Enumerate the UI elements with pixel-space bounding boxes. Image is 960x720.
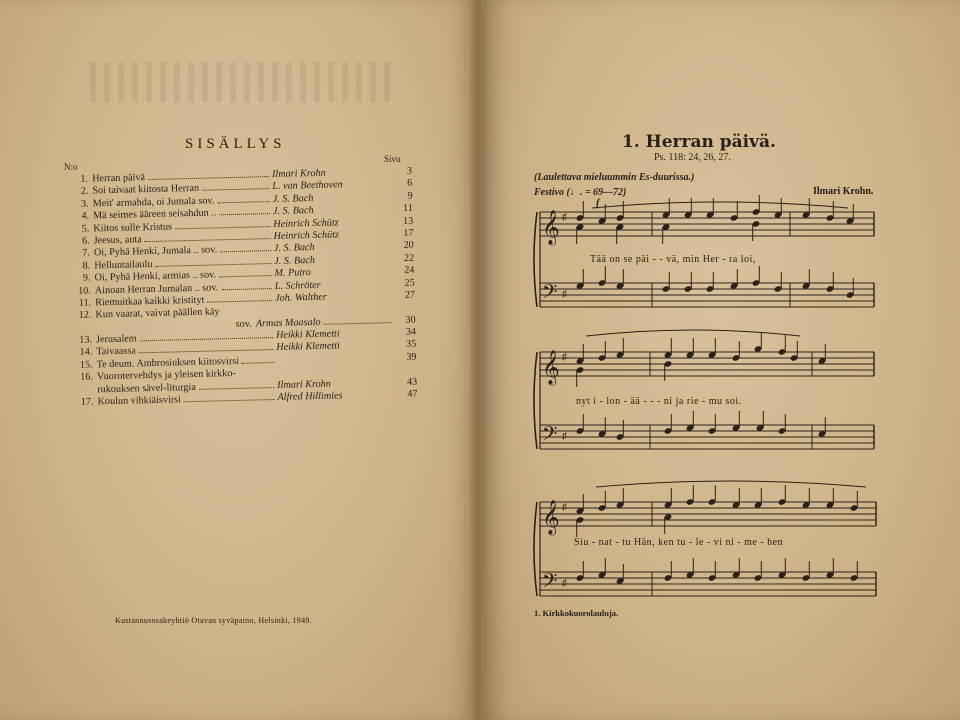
toc-entry-title: Koulun vihkiäisvirsi	[97, 394, 182, 408]
toc-entry-composer: J. S. Bach	[272, 205, 314, 218]
toc-entry-number: 13.	[79, 334, 93, 346]
toc-entry-page: 35	[405, 339, 417, 351]
lyrics-line-3: Siu - nat - tu Hän, ken tu - le - vi ni - me - hen	[574, 537, 784, 548]
toc-entry-page: 13	[402, 215, 414, 227]
key-signature: ♯	[562, 289, 567, 300]
lyrics-line-1: Tää on se päi - - vä, min Her - ra loi,	[590, 254, 756, 265]
bass-clef: 𝄢	[542, 569, 558, 597]
toc-entry-page: 30	[405, 314, 416, 326]
leader-dots	[221, 288, 271, 290]
toc-entry-composer: Ilmari Krohn	[277, 378, 332, 391]
toc-entry-title: Jeesus, auta	[93, 234, 142, 247]
treble-clef: 𝄞	[542, 210, 560, 245]
toc-entry-page: 24	[404, 264, 415, 276]
key-signature: ♯	[562, 431, 567, 442]
toc-entry-composer: Heikki Klemetti	[275, 328, 340, 342]
toc-entry-title: Jerusalem	[95, 333, 137, 346]
toc-entry-number: 2.	[80, 185, 89, 198]
toc-entry-title: Meit' armahda, oi Jumala sov.	[92, 195, 215, 210]
dynamic-marking: f	[596, 198, 600, 209]
toc-entry-title: Vuorotervehdys ja yleisen kirkko-	[96, 368, 236, 383]
toc-entry-page: 43	[406, 376, 418, 388]
toc-entry-composer	[277, 360, 395, 363]
leader-dots	[219, 275, 271, 277]
leader-dots	[202, 188, 269, 191]
leader-dots	[199, 387, 274, 390]
toc-entry-title: rukouksen sävel-liturgia	[97, 381, 196, 395]
toc-entry-title: Riemuitkaa kaikki kristityt	[95, 294, 205, 309]
leader-dots	[148, 176, 269, 180]
toc-entry-title: Kiitos sulle Kristus	[93, 221, 173, 234]
toc-entry-composer: Joh. Walther	[274, 291, 327, 304]
toc-entry-title: Mä seimes ääreen seisahdun ..	[92, 207, 217, 222]
toc-entry-number: 7.	[82, 247, 91, 260]
toc-entry-number: 1.	[80, 173, 89, 185]
toc-entry-page: 22	[403, 252, 415, 264]
toc-entry-composer: Armas Maasalo	[255, 316, 321, 330]
toc-entry-composer: L. Schröter	[274, 279, 321, 292]
toc-header-number: N:o	[64, 162, 78, 172]
toc-entry-number: 8.	[82, 260, 91, 272]
toc-entry-page: 20	[403, 239, 414, 252]
toc-entry-prefix: sov.	[235, 318, 252, 330]
toc-entry-page: 27	[404, 289, 416, 301]
key-note: (Laulettava mieluummin Es-duurissa.)	[534, 172, 695, 183]
toc-entry-number: 5.	[81, 223, 90, 235]
toc-entry-page: 39	[406, 351, 417, 363]
leader-dots	[324, 322, 391, 325]
toc-entry-page: 3	[406, 165, 413, 177]
toc-entry-number: 11.	[78, 297, 92, 309]
toc-entry-number: 15.	[79, 359, 93, 371]
toc-entry-composer: J. S. Bach	[274, 254, 316, 267]
leader-dots	[242, 362, 274, 364]
toc-entry-composer: Ilmari Krohn	[271, 167, 326, 181]
key-signature: ♯	[562, 352, 567, 363]
treble-clef: 𝄞	[542, 500, 560, 535]
toc-entry-title: Taivaassa	[96, 345, 136, 358]
tempo-marking: Festivo (♩. = 69—72)	[534, 187, 627, 198]
toc-entry-composer: Heinrich Schütz	[273, 229, 340, 242]
toc-entry-number: 6.	[81, 235, 90, 247]
toc-entry-number: 9.	[82, 272, 91, 284]
toc-entry-number: 3.	[80, 198, 89, 210]
leader-dots	[219, 213, 270, 215]
toc-entry-page: 34	[405, 326, 417, 338]
key-signature: ♯	[562, 502, 567, 513]
toc-entry-number: 12.	[78, 309, 92, 322]
toc-entry-title: Ainoan Herran Jumalan .. sov.	[94, 281, 219, 296]
toc-entry-number	[73, 392, 97, 393]
toc-entry-composer: J. S. Bach	[272, 192, 314, 205]
toc-entry-number: 16.	[80, 371, 94, 384]
toc-entry-composer: Heinrich Schütz	[273, 216, 339, 230]
toc-entry-composer: Heikki Klemetti	[276, 340, 341, 354]
key-signature: ♯	[562, 212, 567, 223]
toc-entry-number: 14.	[79, 346, 93, 359]
toc-entry-composer: L. van Beethoven	[272, 179, 343, 193]
lyrics-line-2: nyt i - lon - ää - - - ni ja rie - mu soi.	[576, 396, 742, 407]
toc-entry-number: 4.	[81, 210, 90, 222]
psalm-reference: Ps. 118: 24, 26, 27.	[654, 152, 731, 163]
toc-entry-page: 9	[407, 190, 413, 202]
toc-entry-composer: Alfred Hillimies	[277, 390, 343, 403]
toc-entry-title: Te deum. Ambrosiuksen kiitosvirsi	[96, 355, 240, 371]
toc-entry-page: 6	[407, 177, 413, 190]
leader-dots	[140, 337, 273, 341]
toc-entry-title: Soi taivaat kiitosta Herran	[92, 183, 200, 197]
toc-list	[68, 166, 418, 410]
toc-entry-page: 17	[403, 227, 414, 239]
bleed-through-shadow	[90, 62, 390, 102]
toc-entry-number: 17.	[80, 396, 94, 408]
toc-entry-page: 25	[404, 277, 415, 289]
leader-dots	[139, 350, 274, 354]
leader-dots	[145, 238, 271, 242]
song-composer: Ilmari Krohn.	[813, 186, 874, 197]
toc-entry-title: Herran päivä	[91, 172, 146, 185]
song-title: 1. Herran päivä.	[622, 132, 776, 152]
bass-clef: 𝄢	[542, 280, 558, 308]
key-signature: ♯	[562, 578, 567, 589]
toc-entry-title: Helluntailaulu	[94, 258, 153, 272]
leader-dots	[207, 300, 272, 303]
leader-dots	[156, 263, 272, 267]
treble-clef: 𝄞	[542, 350, 560, 385]
toc-entry-title: Oi, Pyhä Henki, Jumala .. sov.	[93, 244, 218, 259]
footnote: 1. Kirkkokuorolauluja.	[534, 608, 619, 618]
toc-entry-number	[72, 330, 96, 331]
toc-header-page: Sivu	[384, 154, 401, 164]
toc-entry-page: 47	[407, 388, 418, 400]
toc-entry-page: 11	[402, 202, 414, 214]
toc-entry-title: Kun vaarat, vaivat päällen käy	[95, 306, 220, 321]
book-gutter	[470, 0, 486, 720]
leader-dots	[184, 399, 275, 402]
toc-entry-composer: J. S. Bach	[273, 242, 315, 255]
leader-dots	[175, 226, 270, 229]
bass-clef: 𝄢	[542, 422, 558, 450]
toc-entry-title: Oi, Pyhä Henki, armias .. sov.	[94, 269, 217, 284]
toc-title: SISÄLLYS	[185, 136, 286, 152]
toc-entry-number: 10.	[77, 284, 91, 297]
leader-dots	[217, 201, 269, 203]
toc-entry-composer: M. Putro	[274, 267, 312, 280]
leader-dots	[220, 250, 271, 252]
publisher-imprint: Kustannusosakeyhtiö Otavan syväpaino, Helsinki, 1949.	[115, 616, 312, 625]
